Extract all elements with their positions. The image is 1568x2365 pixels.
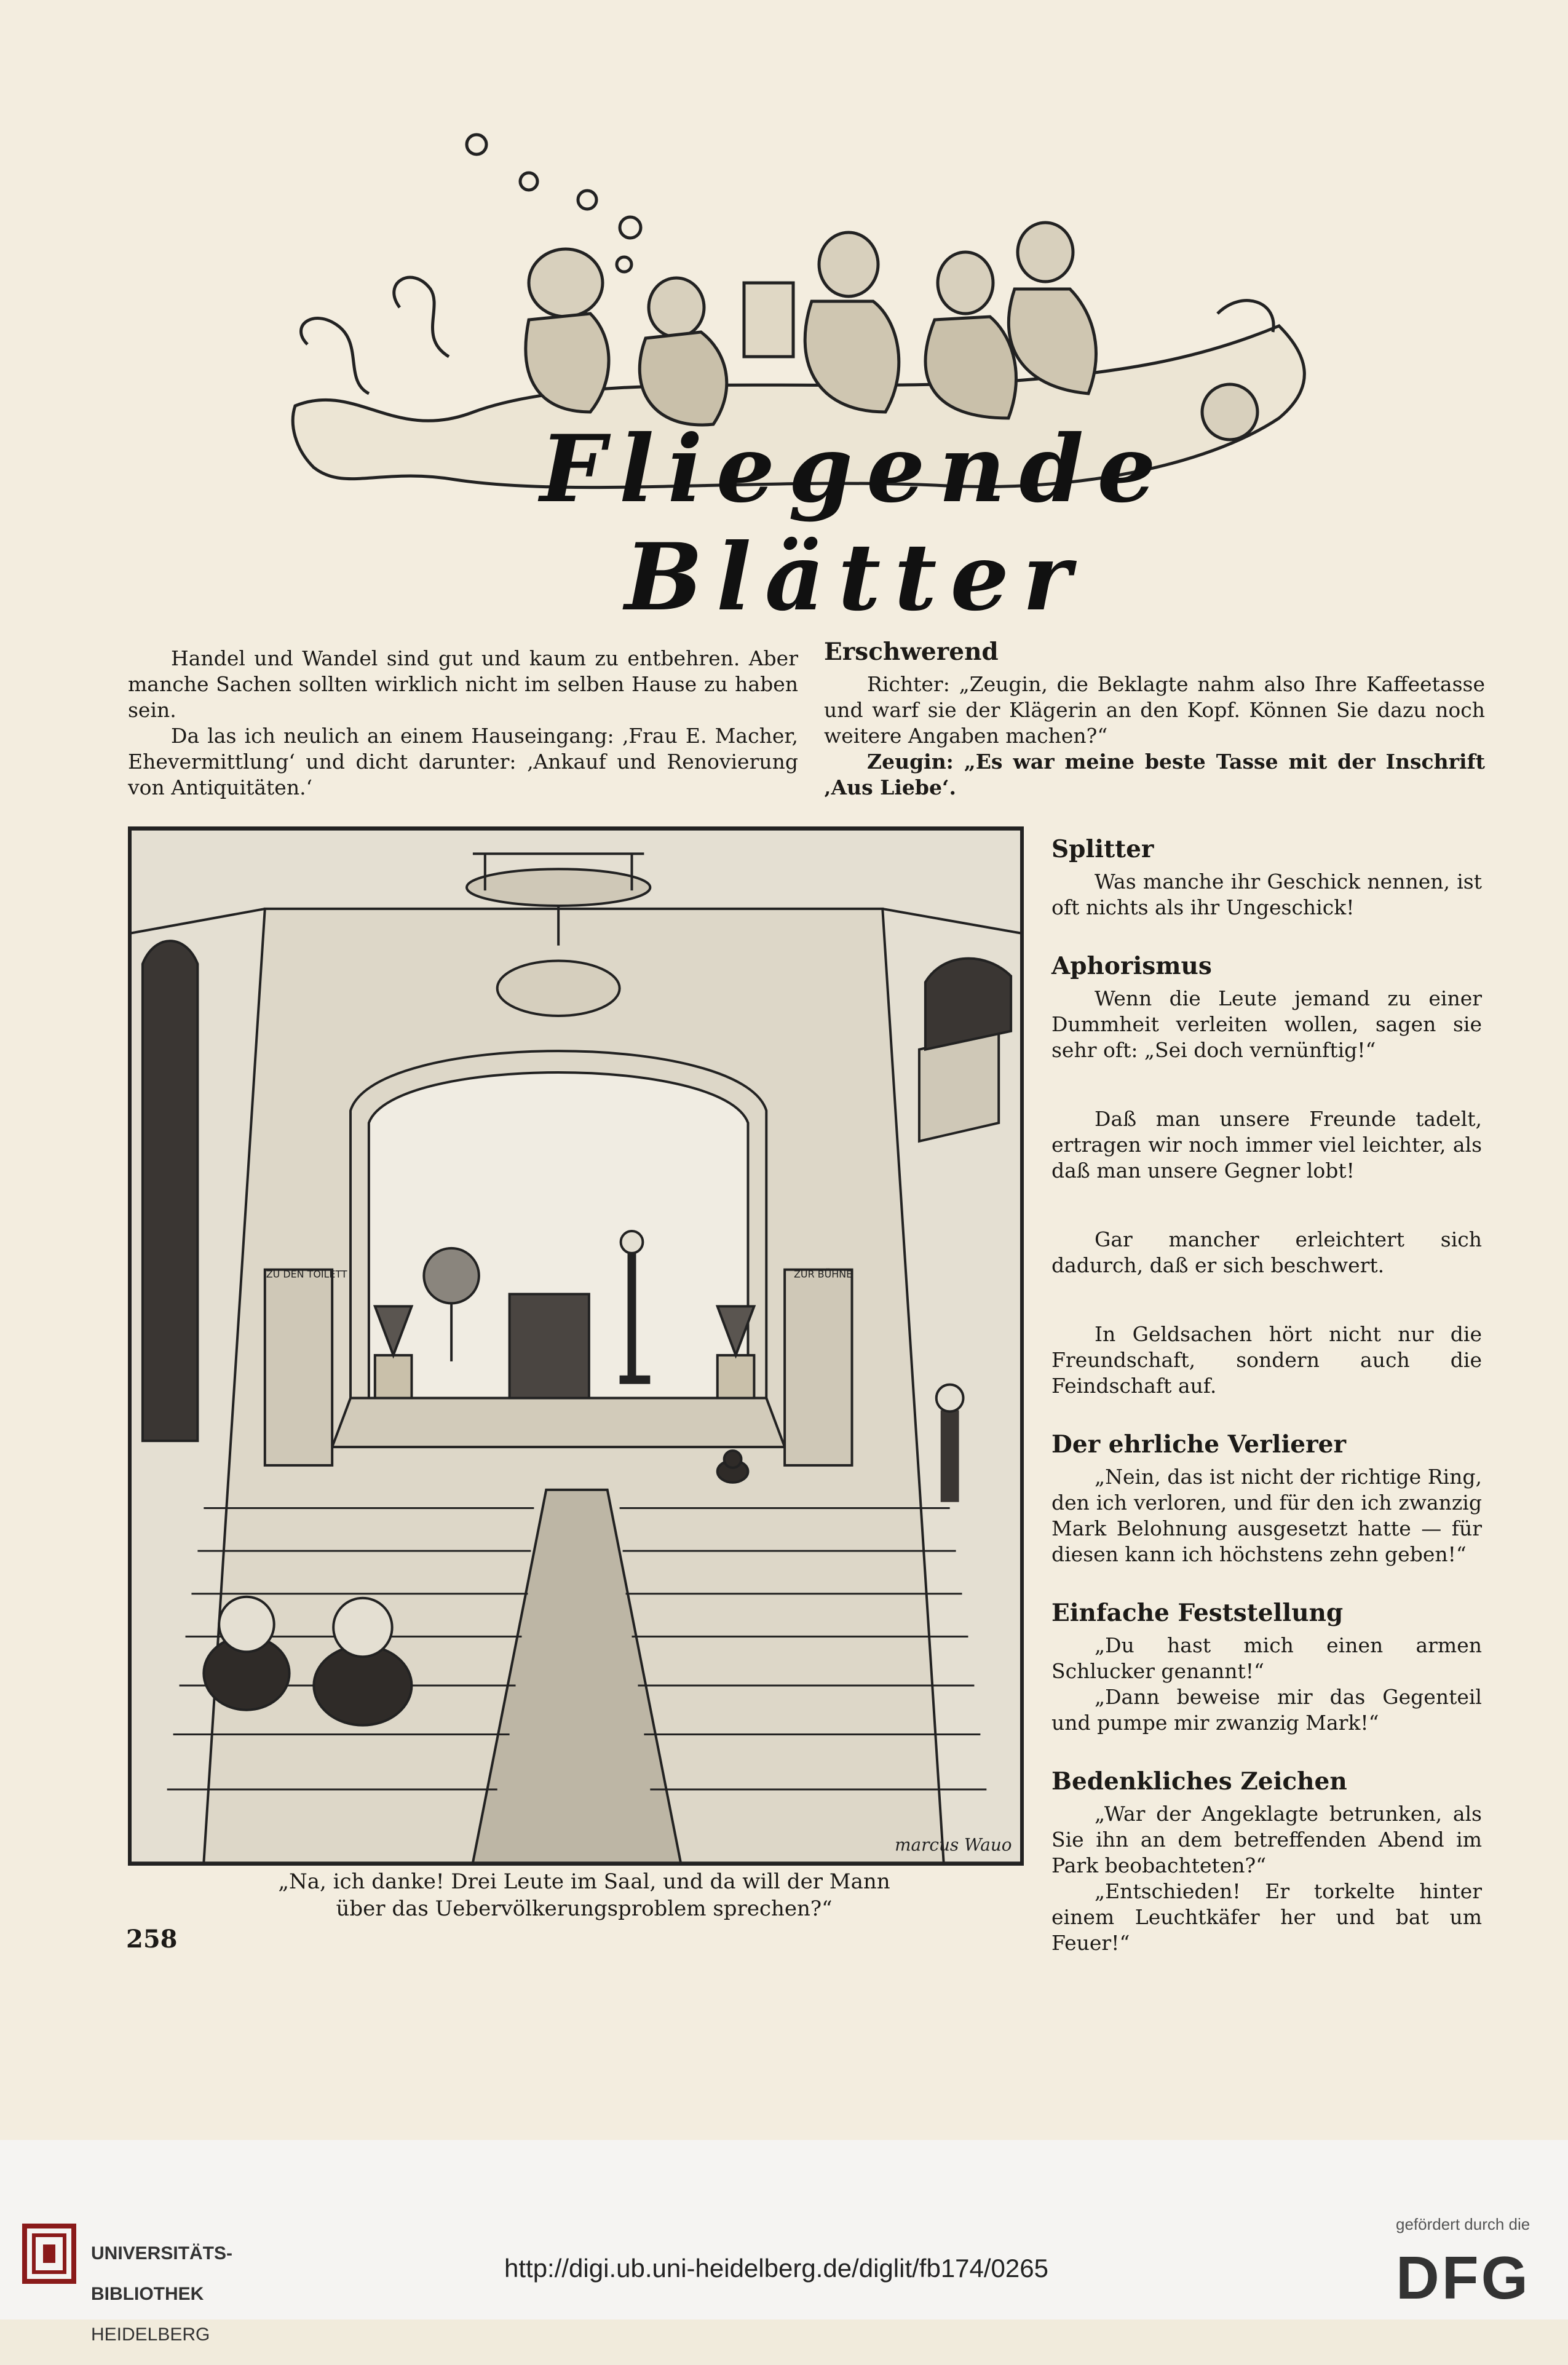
- bedenk-heading: Bedenkliches Zeichen: [1051, 1767, 1347, 1796]
- aphorism-4: In Geldsachen hört nicht nur die Freundschaft, sondern auch die Feindschaft auf.: [1051, 1322, 1482, 1398]
- source-url-link[interactable]: http://digi.ub.uni-heidelberg.de/diglit/fb174/0265: [504, 2254, 1048, 2283]
- intro-paragraph-2: Da las ich neulich an einem Hauseingang: ‚Frau E. Macher, Ehevermittlung‘ und dicht darunter: ‚Ankauf und Renovierung von Antiquitäten.‘: [128, 724, 798, 799]
- einfache-paragraph-1: „Du hast mich einen armen Schlucker genannt!“: [1051, 1633, 1482, 1683]
- library-name-line-2: BIBLIOTHEK: [91, 2284, 204, 2304]
- erschwerend-heading: Erschwerend: [824, 638, 999, 666]
- aphorism-3: Gar mancher erleichtert sich dadurch, daß er sich beschwert.: [1051, 1227, 1482, 1277]
- dfg-logo: DFG: [1396, 2244, 1530, 2312]
- library-name: [91, 2223, 251, 2365]
- einfache-heading: Einfache Feststellung: [1051, 1599, 1344, 1627]
- page-number: 258: [126, 1925, 178, 1954]
- masthead-illustration: [271, 123, 1328, 632]
- library-name-line-1: UNIVERSITÄTS-: [91, 2243, 233, 2264]
- footer-bar: [0, 2140, 1568, 2345]
- verlierer-section: [1051, 1428, 1482, 1567]
- einfache-paragraph-2: „Dann beweise mir das Gegenteil und pumpe mir zwanzig Mark!“: [1051, 1685, 1482, 1735]
- bedenk-section: [1051, 1765, 1482, 1956]
- intro-paragraph-1: Handel und Wandel sind gut und kaum zu entbehren. Aber manche Sachen sollten wirklich nicht im selben Hause zu haben sein.: [128, 646, 798, 722]
- splitter-text: Was manche ihr Geschick nennen, ist oft nichts als ihr Ungeschick!: [1051, 870, 1482, 919]
- splitter-heading: Splitter: [1051, 835, 1154, 863]
- aphorism-2: Daß man unsere Freunde tadelt, ertragen wir noch immer viel leichter, als daß man unsere Gegner lobt!: [1051, 1107, 1482, 1182]
- splitter-section: [1051, 833, 1482, 921]
- verlierer-heading: Der ehrliche Verlierer: [1051, 1430, 1346, 1459]
- university-library-logo-icon: [18, 2220, 80, 2288]
- aphorism-1: Wenn die Leute jemand zu einer Dummheit verleiten wollen, sagen sie sehr oft: „Sei doch vernünftig!“: [1051, 986, 1482, 1062]
- erschwerend-paragraph-2: Zeugin: „Es war meine beste Tasse mit der Inschrift ‚Aus Liebe‘.: [824, 750, 1485, 799]
- erschwerend-paragraph-1: Richter: „Zeugin, die Beklagte nahm also Ihre Kaffeetasse und warf sie der Klägerin an den Kopf. Können Sie dazu noch weitere Angaben machen?“: [824, 672, 1485, 748]
- aphorismus-heading: Aphorismus: [1051, 952, 1212, 980]
- masthead-title: Fliegende Blätter: [540, 415, 1170, 632]
- verlierer-text: „Nein, das ist nicht der richtige Ring, den ich verloren, und für den ich zwanzig Mark Belohnung ausgesetzt hatte — für diesen kann ich höchstens zehn geben!“: [1051, 1465, 1482, 1566]
- cartoon-illustration: [128, 826, 1024, 1866]
- right-column: [1051, 833, 1482, 1986]
- library-name-line-3: HEIDELBERG: [91, 2324, 210, 2345]
- artist-signature: marcus Wauo: [895, 1834, 1012, 1855]
- cartoon-caption: „Na, ich danke! Drei Leute im Saal, und da will der Mann über das Uebervölkerungsproblem sprechen?“: [278, 1869, 890, 1921]
- einfache-section: [1051, 1597, 1482, 1736]
- door-sign-toilet: ZU DEN TOILETT: [266, 1268, 347, 1280]
- theater-hall-drawing: [130, 829, 1021, 1863]
- door-sign-stage: ZUR BÜHNE: [794, 1268, 853, 1280]
- aphorismus-section: [1051, 950, 1482, 1399]
- bedenk-paragraph-1: „War der Angeklagte betrunken, als Sie ihn an dem betreffenden Abend im Park beobachteten?“: [1051, 1802, 1482, 1877]
- bedenk-paragraph-2: „Entschieden! Er torkelte hinter einem Leuchtkäfer her und bat um Feuer!“: [1051, 1879, 1482, 1955]
- erschwerend-section: [824, 636, 1485, 801]
- funding-label: gefördert durch die: [1396, 2215, 1530, 2233]
- left-intro-column: [128, 646, 798, 801]
